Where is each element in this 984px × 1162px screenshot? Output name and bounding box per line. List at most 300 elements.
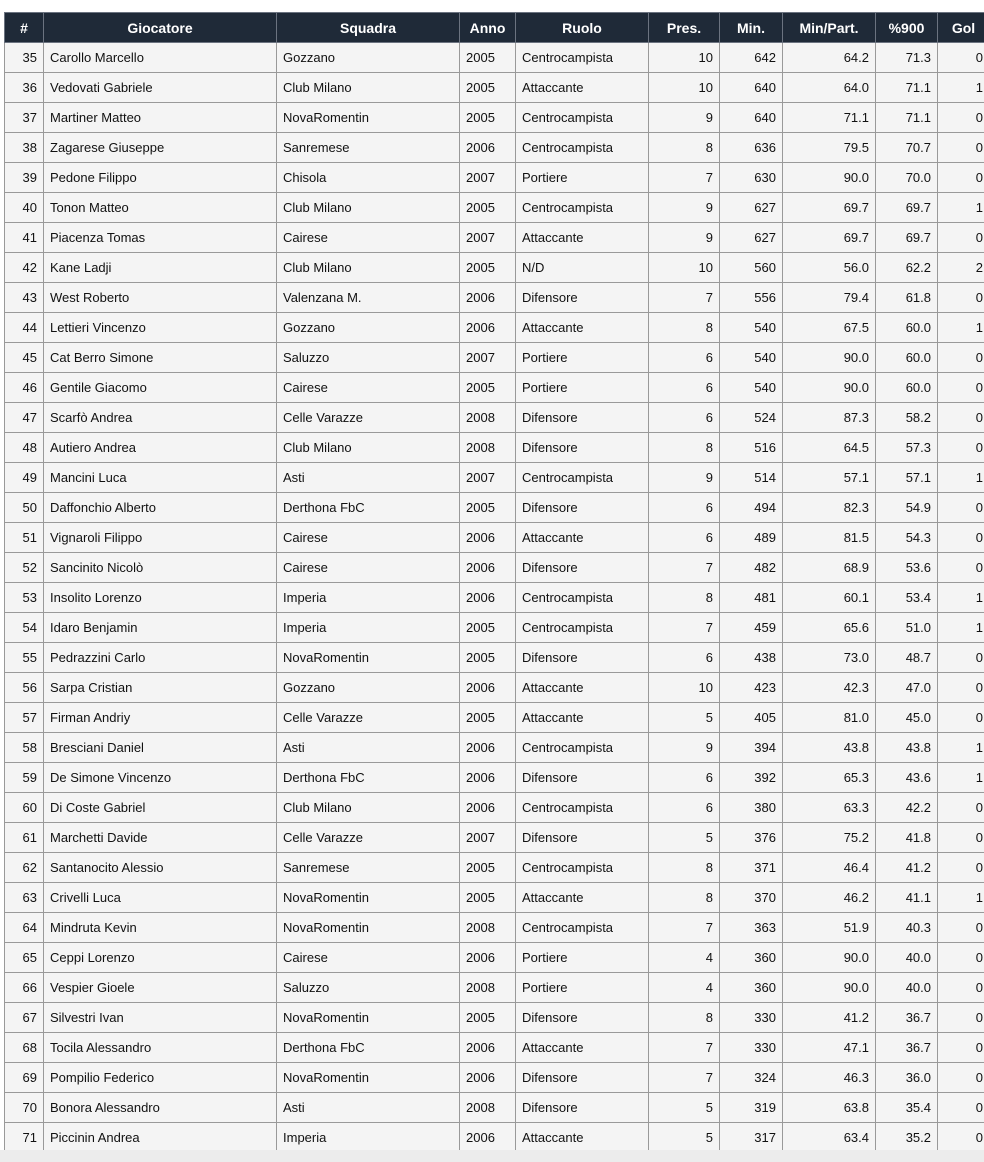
col-role-cell: Difensore bbox=[516, 823, 649, 853]
col-minutes-cell: 627 bbox=[720, 193, 783, 223]
col-player-cell: Vespier Gioele bbox=[44, 973, 277, 1003]
col-pct-900-cell: 57.3 bbox=[876, 433, 938, 463]
horizontal-scrollbar[interactable] bbox=[0, 1150, 984, 1162]
col-goals-cell: 0 bbox=[938, 373, 984, 403]
col-pct-900-cell: 60.0 bbox=[876, 373, 938, 403]
col-rank-cell: 35 bbox=[5, 43, 44, 73]
col-appearances-cell: 6 bbox=[649, 373, 720, 403]
col-goals-cell: 0 bbox=[938, 1123, 984, 1153]
col-year-cell: 2007 bbox=[460, 823, 516, 853]
col-player-cell: Carollo Marcello bbox=[44, 43, 277, 73]
col-player-cell: Mindruta Kevin bbox=[44, 913, 277, 943]
col-min-per-match-cell: 64.5 bbox=[783, 433, 876, 463]
col-pct-900-cell: 71.3 bbox=[876, 43, 938, 73]
col-goals-cell: 1 bbox=[938, 583, 984, 613]
col-pct-900-cell: 58.2 bbox=[876, 403, 938, 433]
table-row bbox=[5, 463, 984, 493]
col-rank-cell: 57 bbox=[5, 703, 44, 733]
col-year-cell: 2006 bbox=[460, 1063, 516, 1093]
col-pct-900-cell: 48.7 bbox=[876, 643, 938, 673]
col-player-cell: Tonon Matteo bbox=[44, 193, 277, 223]
col-appearances-cell: 6 bbox=[649, 523, 720, 553]
col-year-cell: 2005 bbox=[460, 493, 516, 523]
col-player-cell: Vedovati Gabriele bbox=[44, 73, 277, 103]
col-player-cell: Crivelli Luca bbox=[44, 883, 277, 913]
header-col-rank[interactable]: # bbox=[5, 13, 44, 43]
table-row bbox=[5, 73, 984, 103]
col-goals-cell: 0 bbox=[938, 133, 984, 163]
col-appearances-cell: 9 bbox=[649, 223, 720, 253]
col-player-cell: De Simone Vincenzo bbox=[44, 763, 277, 793]
col-player-cell: Piccinin Andrea bbox=[44, 1123, 277, 1153]
col-rank-cell: 63 bbox=[5, 883, 44, 913]
col-player-cell: Lettieri Vincenzo bbox=[44, 313, 277, 343]
col-player-cell: Pedone Filippo bbox=[44, 163, 277, 193]
table-row bbox=[5, 343, 984, 373]
col-pct-900-cell: 41.2 bbox=[876, 853, 938, 883]
col-minutes-cell: 319 bbox=[720, 1093, 783, 1123]
col-min-per-match-cell: 79.5 bbox=[783, 133, 876, 163]
col-minutes-cell: 330 bbox=[720, 1033, 783, 1063]
col-appearances-cell: 5 bbox=[649, 1093, 720, 1123]
col-pct-900-cell: 53.6 bbox=[876, 553, 938, 583]
col-min-per-match-cell: 69.7 bbox=[783, 193, 876, 223]
col-player-cell: Di Coste Gabriel bbox=[44, 793, 277, 823]
col-rank-cell: 50 bbox=[5, 493, 44, 523]
col-goals-cell: 1 bbox=[938, 763, 984, 793]
col-team-cell: NovaRomentin bbox=[277, 1003, 460, 1033]
col-team-cell: Chisola bbox=[277, 163, 460, 193]
col-role-cell: Attaccante bbox=[516, 313, 649, 343]
table-row bbox=[5, 643, 984, 673]
col-rank-cell: 66 bbox=[5, 973, 44, 1003]
col-goals-cell: 0 bbox=[938, 553, 984, 583]
col-rank-cell: 53 bbox=[5, 583, 44, 613]
table-row bbox=[5, 553, 984, 583]
col-rank-cell: 56 bbox=[5, 673, 44, 703]
col-minutes-cell: 524 bbox=[720, 403, 783, 433]
col-pct-900-cell: 69.7 bbox=[876, 193, 938, 223]
col-role-cell: Attaccante bbox=[516, 673, 649, 703]
col-pct-900-cell: 35.2 bbox=[876, 1123, 938, 1153]
col-team-cell: Sanremese bbox=[277, 853, 460, 883]
table-row bbox=[5, 1093, 984, 1123]
col-rank-cell: 48 bbox=[5, 433, 44, 463]
col-pct-900-cell: 61.8 bbox=[876, 283, 938, 313]
col-team-cell: Cairese bbox=[277, 223, 460, 253]
header-col-pct-900[interactable]: %900 bbox=[876, 13, 938, 43]
col-player-cell: Silvestri Ivan bbox=[44, 1003, 277, 1033]
col-pct-900-cell: 54.3 bbox=[876, 523, 938, 553]
col-year-cell: 2005 bbox=[460, 103, 516, 133]
col-goals-cell: 0 bbox=[938, 1093, 984, 1123]
col-appearances-cell: 10 bbox=[649, 43, 720, 73]
col-year-cell: 2005 bbox=[460, 373, 516, 403]
col-goals-cell: 0 bbox=[938, 403, 984, 433]
col-player-cell: Vignaroli Filippo bbox=[44, 523, 277, 553]
col-minutes-cell: 494 bbox=[720, 493, 783, 523]
col-goals-cell: 0 bbox=[938, 343, 984, 373]
col-goals-cell: 0 bbox=[938, 493, 984, 523]
col-role-cell: Difensore bbox=[516, 553, 649, 583]
col-min-per-match-cell: 60.1 bbox=[783, 583, 876, 613]
col-player-cell: Insolito Lorenzo bbox=[44, 583, 277, 613]
col-appearances-cell: 6 bbox=[649, 793, 720, 823]
col-appearances-cell: 9 bbox=[649, 733, 720, 763]
col-min-per-match-cell: 90.0 bbox=[783, 343, 876, 373]
col-rank-cell: 37 bbox=[5, 103, 44, 133]
col-min-per-match-cell: 90.0 bbox=[783, 373, 876, 403]
col-goals-cell: 0 bbox=[938, 163, 984, 193]
col-role-cell: N/D bbox=[516, 253, 649, 283]
col-year-cell: 2005 bbox=[460, 73, 516, 103]
col-player-cell: Firman Andriy bbox=[44, 703, 277, 733]
col-appearances-cell: 8 bbox=[649, 313, 720, 343]
col-appearances-cell: 9 bbox=[649, 463, 720, 493]
col-role-cell: Attaccante bbox=[516, 1123, 649, 1153]
col-minutes-cell: 540 bbox=[720, 313, 783, 343]
col-min-per-match-cell: 47.1 bbox=[783, 1033, 876, 1063]
col-minutes-cell: 556 bbox=[720, 283, 783, 313]
col-min-per-match-cell: 75.2 bbox=[783, 823, 876, 853]
table-body bbox=[5, 43, 984, 1153]
col-player-cell: Daffonchio Alberto bbox=[44, 493, 277, 523]
table-row bbox=[5, 523, 984, 553]
col-team-cell: Asti bbox=[277, 733, 460, 763]
col-role-cell: Centrocampista bbox=[516, 913, 649, 943]
col-min-per-match-cell: 56.0 bbox=[783, 253, 876, 283]
col-player-cell: Scarfò Andrea bbox=[44, 403, 277, 433]
col-goals-cell: 0 bbox=[938, 823, 984, 853]
col-goals-cell: 0 bbox=[938, 703, 984, 733]
col-minutes-cell: 324 bbox=[720, 1063, 783, 1093]
col-role-cell: Difensore bbox=[516, 403, 649, 433]
col-minutes-cell: 405 bbox=[720, 703, 783, 733]
col-year-cell: 2007 bbox=[460, 463, 516, 493]
col-rank-cell: 42 bbox=[5, 253, 44, 283]
col-pct-900-cell: 43.6 bbox=[876, 763, 938, 793]
col-role-cell: Portiere bbox=[516, 373, 649, 403]
col-year-cell: 2006 bbox=[460, 283, 516, 313]
col-min-per-match-cell: 81.5 bbox=[783, 523, 876, 553]
col-goals-cell: 0 bbox=[938, 43, 984, 73]
col-role-cell: Attaccante bbox=[516, 703, 649, 733]
col-appearances-cell: 6 bbox=[649, 643, 720, 673]
col-rank-cell: 43 bbox=[5, 283, 44, 313]
col-player-cell: Ceppi Lorenzo bbox=[44, 943, 277, 973]
col-pct-900-cell: 36.7 bbox=[876, 1003, 938, 1033]
table-row bbox=[5, 313, 984, 343]
col-team-cell: Imperia bbox=[277, 613, 460, 643]
col-goals-cell: 0 bbox=[938, 673, 984, 703]
table-row bbox=[5, 1123, 984, 1153]
header-col-min-per-match[interactable]: Min/Part. bbox=[783, 13, 876, 43]
table-row bbox=[5, 163, 984, 193]
header-col-year[interactable]: Anno bbox=[460, 13, 516, 43]
col-minutes-cell: 363 bbox=[720, 913, 783, 943]
col-year-cell: 2005 bbox=[460, 1003, 516, 1033]
col-minutes-cell: 371 bbox=[720, 853, 783, 883]
col-role-cell: Centrocampista bbox=[516, 853, 649, 883]
header-col-goals[interactable]: Gol bbox=[938, 13, 984, 43]
col-min-per-match-cell: 57.1 bbox=[783, 463, 876, 493]
col-year-cell: 2006 bbox=[460, 133, 516, 163]
table-row bbox=[5, 403, 984, 433]
col-pct-900-cell: 41.1 bbox=[876, 883, 938, 913]
table-row bbox=[5, 673, 984, 703]
table-row bbox=[5, 1033, 984, 1063]
col-player-cell: Cat Berro Simone bbox=[44, 343, 277, 373]
col-rank-cell: 64 bbox=[5, 913, 44, 943]
col-pct-900-cell: 40.0 bbox=[876, 973, 938, 1003]
col-rank-cell: 54 bbox=[5, 613, 44, 643]
col-role-cell: Centrocampista bbox=[516, 793, 649, 823]
col-min-per-match-cell: 90.0 bbox=[783, 943, 876, 973]
col-year-cell: 2006 bbox=[460, 763, 516, 793]
col-player-cell: Sancinito Nicolò bbox=[44, 553, 277, 583]
col-min-per-match-cell: 51.9 bbox=[783, 913, 876, 943]
table-row bbox=[5, 373, 984, 403]
col-team-cell: Celle Varazze bbox=[277, 403, 460, 433]
col-year-cell: 2006 bbox=[460, 313, 516, 343]
col-appearances-cell: 5 bbox=[649, 703, 720, 733]
col-goals-cell: 1 bbox=[938, 313, 984, 343]
col-min-per-match-cell: 64.0 bbox=[783, 73, 876, 103]
header-col-appearances[interactable]: Pres. bbox=[649, 13, 720, 43]
col-team-cell: NovaRomentin bbox=[277, 883, 460, 913]
col-rank-cell: 40 bbox=[5, 193, 44, 223]
table-row bbox=[5, 223, 984, 253]
col-appearances-cell: 10 bbox=[649, 253, 720, 283]
col-team-cell: Saluzzo bbox=[277, 973, 460, 1003]
col-pct-900-cell: 57.1 bbox=[876, 463, 938, 493]
col-minutes-cell: 481 bbox=[720, 583, 783, 613]
col-rank-cell: 36 bbox=[5, 73, 44, 103]
col-pct-900-cell: 40.3 bbox=[876, 913, 938, 943]
col-minutes-cell: 514 bbox=[720, 463, 783, 493]
table-row bbox=[5, 913, 984, 943]
col-appearances-cell: 10 bbox=[649, 673, 720, 703]
col-minutes-cell: 438 bbox=[720, 643, 783, 673]
col-player-cell: Pedrazzini Carlo bbox=[44, 643, 277, 673]
col-pct-900-cell: 36.7 bbox=[876, 1033, 938, 1063]
col-min-per-match-cell: 90.0 bbox=[783, 163, 876, 193]
col-rank-cell: 47 bbox=[5, 403, 44, 433]
header-col-player[interactable]: Giocatore bbox=[44, 13, 277, 43]
col-rank-cell: 69 bbox=[5, 1063, 44, 1093]
col-year-cell: 2006 bbox=[460, 793, 516, 823]
col-appearances-cell: 7 bbox=[649, 613, 720, 643]
col-minutes-cell: 640 bbox=[720, 73, 783, 103]
col-player-cell: Pompilio Federico bbox=[44, 1063, 277, 1093]
col-min-per-match-cell: 43.8 bbox=[783, 733, 876, 763]
header-col-minutes[interactable]: Min. bbox=[720, 13, 783, 43]
col-year-cell: 2008 bbox=[460, 403, 516, 433]
col-pct-900-cell: 62.2 bbox=[876, 253, 938, 283]
table-row bbox=[5, 103, 984, 133]
col-team-cell: Cairese bbox=[277, 523, 460, 553]
col-player-cell: Kane Ladji bbox=[44, 253, 277, 283]
col-goals-cell: 0 bbox=[938, 943, 984, 973]
col-role-cell: Difensore bbox=[516, 433, 649, 463]
col-goals-cell: 0 bbox=[938, 1033, 984, 1063]
col-min-per-match-cell: 46.2 bbox=[783, 883, 876, 913]
col-rank-cell: 58 bbox=[5, 733, 44, 763]
col-year-cell: 2005 bbox=[460, 253, 516, 283]
col-role-cell: Attaccante bbox=[516, 883, 649, 913]
col-team-cell: Imperia bbox=[277, 1123, 460, 1153]
col-team-cell: Club Milano bbox=[277, 73, 460, 103]
col-role-cell: Portiere bbox=[516, 343, 649, 373]
col-min-per-match-cell: 46.4 bbox=[783, 853, 876, 883]
table-row bbox=[5, 283, 984, 313]
col-team-cell: Derthona FbC bbox=[277, 763, 460, 793]
col-team-cell: NovaRomentin bbox=[277, 103, 460, 133]
col-team-cell: Valenzana M. bbox=[277, 283, 460, 313]
col-rank-cell: 46 bbox=[5, 373, 44, 403]
col-goals-cell: 1 bbox=[938, 883, 984, 913]
col-min-per-match-cell: 65.3 bbox=[783, 763, 876, 793]
col-player-cell: Gentile Giacomo bbox=[44, 373, 277, 403]
col-appearances-cell: 8 bbox=[649, 883, 720, 913]
table-row bbox=[5, 733, 984, 763]
col-minutes-cell: 360 bbox=[720, 943, 783, 973]
col-role-cell: Attaccante bbox=[516, 73, 649, 103]
col-team-cell: Asti bbox=[277, 1093, 460, 1123]
col-minutes-cell: 640 bbox=[720, 103, 783, 133]
col-team-cell: Celle Varazze bbox=[277, 823, 460, 853]
col-minutes-cell: 489 bbox=[720, 523, 783, 553]
table-row bbox=[5, 823, 984, 853]
col-goals-cell: 0 bbox=[938, 433, 984, 463]
stats-table-container bbox=[4, 12, 983, 1153]
col-minutes-cell: 370 bbox=[720, 883, 783, 913]
col-role-cell: Centrocampista bbox=[516, 583, 649, 613]
col-pct-900-cell: 71.1 bbox=[876, 73, 938, 103]
col-year-cell: 2008 bbox=[460, 913, 516, 943]
col-pct-900-cell: 36.0 bbox=[876, 1063, 938, 1093]
col-year-cell: 2006 bbox=[460, 1123, 516, 1153]
col-year-cell: 2008 bbox=[460, 433, 516, 463]
col-appearances-cell: 8 bbox=[649, 1003, 720, 1033]
col-role-cell: Attaccante bbox=[516, 1033, 649, 1063]
col-role-cell: Difensore bbox=[516, 1003, 649, 1033]
col-pct-900-cell: 69.7 bbox=[876, 223, 938, 253]
col-rank-cell: 67 bbox=[5, 1003, 44, 1033]
col-player-cell: Tocila Alessandro bbox=[44, 1033, 277, 1063]
col-team-cell: Imperia bbox=[277, 583, 460, 613]
table-row bbox=[5, 973, 984, 1003]
table-row bbox=[5, 433, 984, 463]
col-role-cell: Attaccante bbox=[516, 523, 649, 553]
table-row bbox=[5, 763, 984, 793]
col-player-cell: Santanocito Alessio bbox=[44, 853, 277, 883]
col-pct-900-cell: 60.0 bbox=[876, 343, 938, 373]
table-row bbox=[5, 853, 984, 883]
col-appearances-cell: 10 bbox=[649, 73, 720, 103]
col-team-cell: Asti bbox=[277, 463, 460, 493]
col-year-cell: 2005 bbox=[460, 883, 516, 913]
col-min-per-match-cell: 79.4 bbox=[783, 283, 876, 313]
col-rank-cell: 52 bbox=[5, 553, 44, 583]
col-min-per-match-cell: 73.0 bbox=[783, 643, 876, 673]
col-role-cell: Centrocampista bbox=[516, 43, 649, 73]
col-player-cell: Bonora Alessandro bbox=[44, 1093, 277, 1123]
col-team-cell: NovaRomentin bbox=[277, 643, 460, 673]
col-role-cell: Portiere bbox=[516, 973, 649, 1003]
col-team-cell: Gozzano bbox=[277, 313, 460, 343]
table-row bbox=[5, 133, 984, 163]
col-min-per-match-cell: 81.0 bbox=[783, 703, 876, 733]
col-rank-cell: 38 bbox=[5, 133, 44, 163]
col-minutes-cell: 516 bbox=[720, 433, 783, 463]
table-row bbox=[5, 793, 984, 823]
col-minutes-cell: 560 bbox=[720, 253, 783, 283]
col-player-cell: Sarpa Cristian bbox=[44, 673, 277, 703]
col-pct-900-cell: 35.4 bbox=[876, 1093, 938, 1123]
col-team-cell: Club Milano bbox=[277, 793, 460, 823]
col-appearances-cell: 5 bbox=[649, 823, 720, 853]
col-minutes-cell: 394 bbox=[720, 733, 783, 763]
col-pct-900-cell: 45.0 bbox=[876, 703, 938, 733]
col-team-cell: Cairese bbox=[277, 553, 460, 583]
col-role-cell: Portiere bbox=[516, 943, 649, 973]
col-team-cell: Club Milano bbox=[277, 193, 460, 223]
header-col-role[interactable]: Ruolo bbox=[516, 13, 649, 43]
col-team-cell: Gozzano bbox=[277, 43, 460, 73]
col-role-cell: Attaccante bbox=[516, 223, 649, 253]
col-minutes-cell: 482 bbox=[720, 553, 783, 583]
col-pct-900-cell: 41.8 bbox=[876, 823, 938, 853]
col-min-per-match-cell: 71.1 bbox=[783, 103, 876, 133]
table-row bbox=[5, 703, 984, 733]
col-goals-cell: 0 bbox=[938, 793, 984, 823]
col-team-cell: Saluzzo bbox=[277, 343, 460, 373]
col-goals-cell: 1 bbox=[938, 73, 984, 103]
col-appearances-cell: 5 bbox=[649, 1123, 720, 1153]
col-year-cell: 2006 bbox=[460, 583, 516, 613]
col-rank-cell: 55 bbox=[5, 643, 44, 673]
col-year-cell: 2006 bbox=[460, 943, 516, 973]
col-year-cell: 2006 bbox=[460, 553, 516, 583]
col-goals-cell: 0 bbox=[938, 853, 984, 883]
col-year-cell: 2006 bbox=[460, 523, 516, 553]
col-team-cell: Derthona FbC bbox=[277, 493, 460, 523]
col-min-per-match-cell: 42.3 bbox=[783, 673, 876, 703]
col-min-per-match-cell: 63.4 bbox=[783, 1123, 876, 1153]
col-role-cell: Difensore bbox=[516, 1063, 649, 1093]
col-goals-cell: 0 bbox=[938, 913, 984, 943]
header-col-team[interactable]: Squadra bbox=[277, 13, 460, 43]
col-appearances-cell: 7 bbox=[649, 913, 720, 943]
player-stats-table bbox=[4, 12, 984, 1153]
col-appearances-cell: 6 bbox=[649, 763, 720, 793]
col-minutes-cell: 423 bbox=[720, 673, 783, 703]
col-player-cell: West Roberto bbox=[44, 283, 277, 313]
col-minutes-cell: 540 bbox=[720, 343, 783, 373]
col-pct-900-cell: 42.2 bbox=[876, 793, 938, 823]
col-appearances-cell: 7 bbox=[649, 1063, 720, 1093]
col-appearances-cell: 7 bbox=[649, 1033, 720, 1063]
table-row bbox=[5, 583, 984, 613]
col-minutes-cell: 380 bbox=[720, 793, 783, 823]
col-year-cell: 2006 bbox=[460, 673, 516, 703]
col-year-cell: 2007 bbox=[460, 343, 516, 373]
col-year-cell: 2006 bbox=[460, 733, 516, 763]
col-role-cell: Difensore bbox=[516, 283, 649, 313]
col-minutes-cell: 540 bbox=[720, 373, 783, 403]
col-year-cell: 2005 bbox=[460, 613, 516, 643]
